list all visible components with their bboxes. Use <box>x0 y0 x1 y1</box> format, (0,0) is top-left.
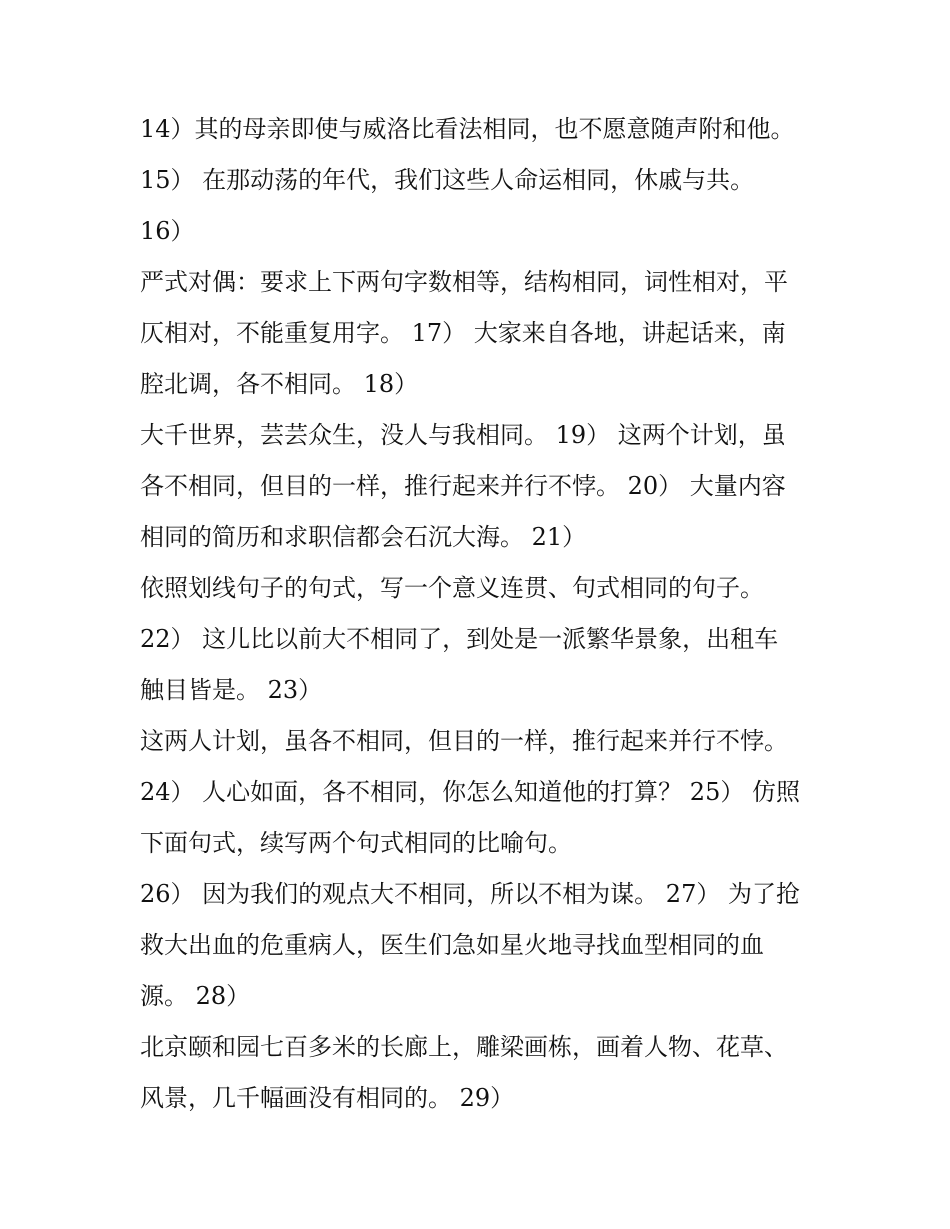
text-line-5: 仄相对，不能重复用字。 17） 大家来自各地，讲起话来，南 <box>140 319 786 347</box>
text-line-1: 14）其的母亲即使与威洛比看法相同，也不愿意随声附和他。 <box>140 115 795 143</box>
text-line-11: 22） 这儿比以前大不相同了，到处是一派繁华景象，出租车 <box>140 625 779 653</box>
text-line-12: 触目皆是。 23） <box>140 676 323 704</box>
text-line-2: 15） 在那动荡的年代，我们这些人命运相同，休戚与共。 <box>140 166 755 194</box>
text-line-4: 严式对偶：要求上下两句字数相等，结构相同，词性相对，平 <box>140 268 788 296</box>
text-line-13: 这两人计划，虽各不相同，但目的一样，推行起来并行不悖。 <box>140 727 788 755</box>
document-body <box>140 104 820 1124</box>
text-line-17: 救大出血的危重病人，医生们急如星火地寻找血型相同的血 <box>140 931 764 959</box>
text-line-3: 16） <box>140 217 195 245</box>
text-line-9: 相同的简历和求职信都会石沉大海。 21） <box>140 523 587 551</box>
text-line-16: 26） 因为我们的观点大不相同，所以不相为谋。 27） 为了抢 <box>140 880 800 908</box>
text-line-8: 各不相同，但目的一样，推行起来并行不悖。 20） 大量内容 <box>140 472 786 500</box>
text-line-19: 北京颐和园七百多米的长廊上，雕梁画栋，画着人物、花草、 <box>140 1033 788 1061</box>
text-line-7: 大千世界，芸芸众生，没人与我相同。 19） 这两个计划，虽 <box>140 421 786 449</box>
text-line-18: 源。 28） <box>140 982 251 1010</box>
text-line-15: 下面句式，续写两个句式相同的比喻句。 <box>140 829 572 857</box>
text-line-6: 腔北调，各不相同。 18） <box>140 370 419 398</box>
text-line-10: 依照划线句子的句式，写一个意义连贯、句式相同的句子。 <box>140 574 764 602</box>
text-line-14: 24） 人心如面，各不相同，你怎么知道他的打算？ 25） 仿照 <box>140 778 800 806</box>
text-line-20: 风景，几千幅画没有相同的。 29） <box>140 1084 515 1112</box>
